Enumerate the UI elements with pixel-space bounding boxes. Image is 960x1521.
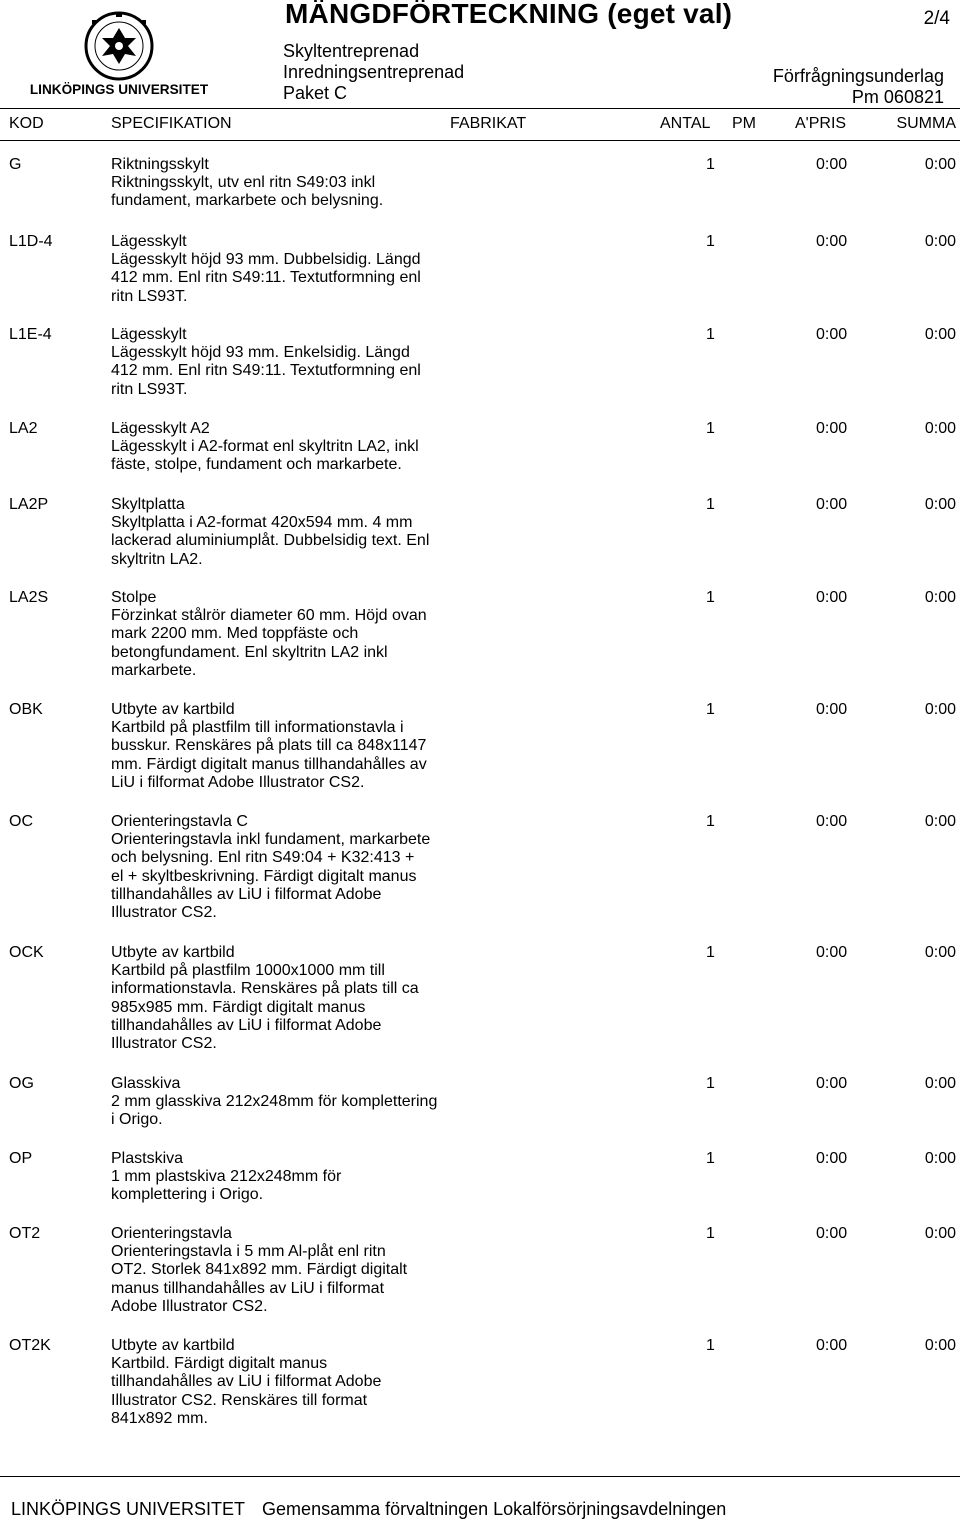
page-footer [11,1499,743,1520]
header-divider-bottom [0,140,960,141]
row-sum: 0:00 [924,701,956,718]
row-quantity: 1 [706,1225,715,1242]
package-name: Paket C [283,83,348,103]
row-description: Riktningsskylt, utv enl ritn S49:03 inkl fundament, markarbete och belysning. [111,174,384,210]
document-title: MÄNGDFÖRTECKNING (eget val) [285,0,733,29]
row-title: Skyltplatta [111,496,185,513]
row-sum: 0:00 [924,944,956,961]
row-description: Förzinkat stålrör diameter 60 mm. Höjd ovan mark 2200 mm. Med toppfäste och betongfundament. Enl skyltritn LA2 inkl markarbete. [111,607,427,679]
row-quantity: 1 [706,496,715,513]
row-code: LA2 [9,420,38,437]
column-header-pm: PM [732,115,756,132]
row-sum: 0:00 [924,326,956,343]
row-specification [111,495,461,569]
row-sum: 0:00 [924,233,956,250]
row-title: Orienteringstavla C [111,813,248,830]
row-unit-price: 0:00 [816,1337,848,1354]
header-divider-top [0,108,960,109]
row-code: OP [9,1150,33,1167]
row-quantity: 1 [706,156,715,173]
row-unit-price: 0:00 [816,1150,848,1167]
row-sum: 0:00 [924,589,956,606]
row-quantity: 1 [706,1150,715,1167]
footer-divider [0,1476,960,1477]
row-description: Kartbild på plastfilm till informationstavla i busskur. Renskäres på plats till ca 848x1147 mm. Färdigt digitalt manus tillhandahålles av LiU i filformat Adobe Illustrator CS2. [111,719,427,791]
row-sum: 0:00 [924,420,956,437]
row-description: Lägesskylt höjd 93 mm. Enkelsidig. Längd 412 mm. Enl ritn S49:11. Textutformning enl ritn LS93T. [111,344,421,398]
row-code: L1D-4 [9,233,53,250]
row-unit-price: 0:00 [816,326,848,343]
contract-name: Skyltentreprenad [283,41,420,61]
row-quantity: 1 [706,1337,715,1354]
row-unit-price: 0:00 [816,1075,848,1092]
page-number: 2/4 [923,8,950,29]
row-unit-price: 0:00 [816,156,848,173]
row-title: Glasskiva [111,1075,181,1092]
row-specification [111,419,461,475]
row-description: Kartbild. Färdigt digitalt manus tillhandahålles av LiU i filformat Adobe Illustrator CS2. Renskäres till format 841x892 mm. [111,1355,382,1427]
column-header-fabrikat: FABRIKAT [450,115,527,132]
row-specification [111,325,461,399]
row-unit-price: 0:00 [816,233,848,250]
row-code: LA2P [9,496,49,513]
column-header-apris: A'PRIS [795,115,847,132]
row-quantity: 1 [706,420,715,437]
row-sum: 0:00 [924,1075,956,1092]
row-title: Stolpe [111,589,157,606]
row-sum: 0:00 [924,1337,956,1354]
row-quantity: 1 [706,944,715,961]
row-quantity: 1 [706,326,715,343]
row-title: Plastskiva [111,1150,184,1167]
footer-university: LINKÖPINGS UNIVERSITET [11,1499,246,1519]
column-header-summa: SUMMA [896,115,956,132]
row-unit-price: 0:00 [816,589,848,606]
row-description: Skyltplatta i A2-format 420x594 mm. 4 mm lackerad aluminiumplåt. Dubbelsidig text. Enl skyltritn LA2. [111,514,430,568]
row-code: L1E-4 [9,326,52,343]
row-specification [111,1224,461,1316]
row-title: Utbyte av kartbild [111,701,235,718]
row-sum: 0:00 [924,496,956,513]
row-code: G [9,156,22,173]
row-description: Lägesskylt höjd 93 mm. Dubbelsidig. Längd 412 mm. Enl ritn S49:11. Textutformning enl ritn LS93T. [111,251,421,305]
row-quantity: 1 [706,701,715,718]
row-unit-price: 0:00 [816,813,848,830]
row-description: Lägesskylt i A2-format enl skyltritn LA2, inkl fäste, stolpe, fundament och markarbete. [111,438,419,474]
row-code: OBK [9,701,43,718]
column-header-kod: KOD [9,115,44,132]
row-title: Utbyte av kartbild [111,1337,235,1354]
row-code: OT2K [9,1337,51,1354]
column-header-specifikation: SPECIFIKATION [111,115,232,132]
row-specification [111,812,461,922]
row-specification [111,1149,461,1205]
row-title: Lägesskylt [111,326,187,343]
row-title: Utbyte av kartbild [111,944,235,961]
contract-type: Inredningsentreprenad [283,62,465,82]
row-specification [111,1336,461,1428]
footer-department: Gemensamma förvaltningen Lokalförsörjningsavdelningen [262,1499,727,1519]
row-title: Orienteringstavla [111,1225,232,1242]
row-title: Lägesskylt A2 [111,420,210,437]
row-sum: 0:00 [924,813,956,830]
row-description: Orienteringstavla i 5 mm Al-plåt enl ritn OT2. Storlek 841x892 mm. Färdigt digitalt manus tillhandahålles av LiU i filformat Adobe Illustrator CS2. [111,1243,408,1315]
row-unit-price: 0:00 [816,701,848,718]
row-description: Kartbild på plastfilm 1000x1000 mm till informationstavla. Renskäres på plats till ca 985x985 mm. Färdigt digitalt manus tillhandahålles av LiU i filformat Adobe Illustrator CS2. [111,962,419,1053]
university-logo [12,8,227,98]
row-code: LA2S [9,589,49,606]
university-seal-icon [12,8,227,98]
row-sum: 0:00 [924,156,956,173]
row-description: 2 mm glasskiva 212x248mm för komplettering i Origo. [111,1093,438,1129]
row-specification [111,155,461,211]
row-unit-price: 0:00 [816,1225,848,1242]
column-header-antal: ANTAL [660,115,711,132]
row-title: Lägesskylt [111,233,187,250]
row-quantity: 1 [706,813,715,830]
row-description: Orienteringstavla inkl fundament, markarbete och belysning. Enl ritn S49:04 + K32:413 + el + skyltbeskrivning. Färdigt digitalt manus tillhandahålles av LiU i filformat Adobe Illustrator CS2. [111,831,431,922]
row-unit-price: 0:00 [816,944,848,961]
row-quantity: 1 [706,233,715,250]
row-sum: 0:00 [924,1150,956,1167]
row-code: OT2 [9,1225,41,1242]
row-specification [111,943,461,1053]
row-specification [111,700,461,792]
row-code: OC [9,813,33,830]
logo-wordmark: LINKÖPINGS UNIVERSITET [29,82,209,97]
row-unit-price: 0:00 [816,420,848,437]
row-specification [111,588,461,680]
row-unit-price: 0:00 [816,496,848,513]
row-title: Riktningsskylt [111,156,209,173]
row-specification [111,1074,461,1130]
row-specification [111,232,461,306]
row-code: OG [9,1075,34,1092]
document-date: Pm 060821 [851,87,944,107]
row-quantity: 1 [706,1075,715,1092]
document-status: Förfrågningsunderlag [772,66,944,86]
row-code: OCK [9,944,44,961]
row-quantity: 1 [706,589,715,606]
row-description: 1 mm plastskiva 212x248mm för komplettering i Origo. [111,1168,342,1204]
row-sum: 0:00 [924,1225,956,1242]
